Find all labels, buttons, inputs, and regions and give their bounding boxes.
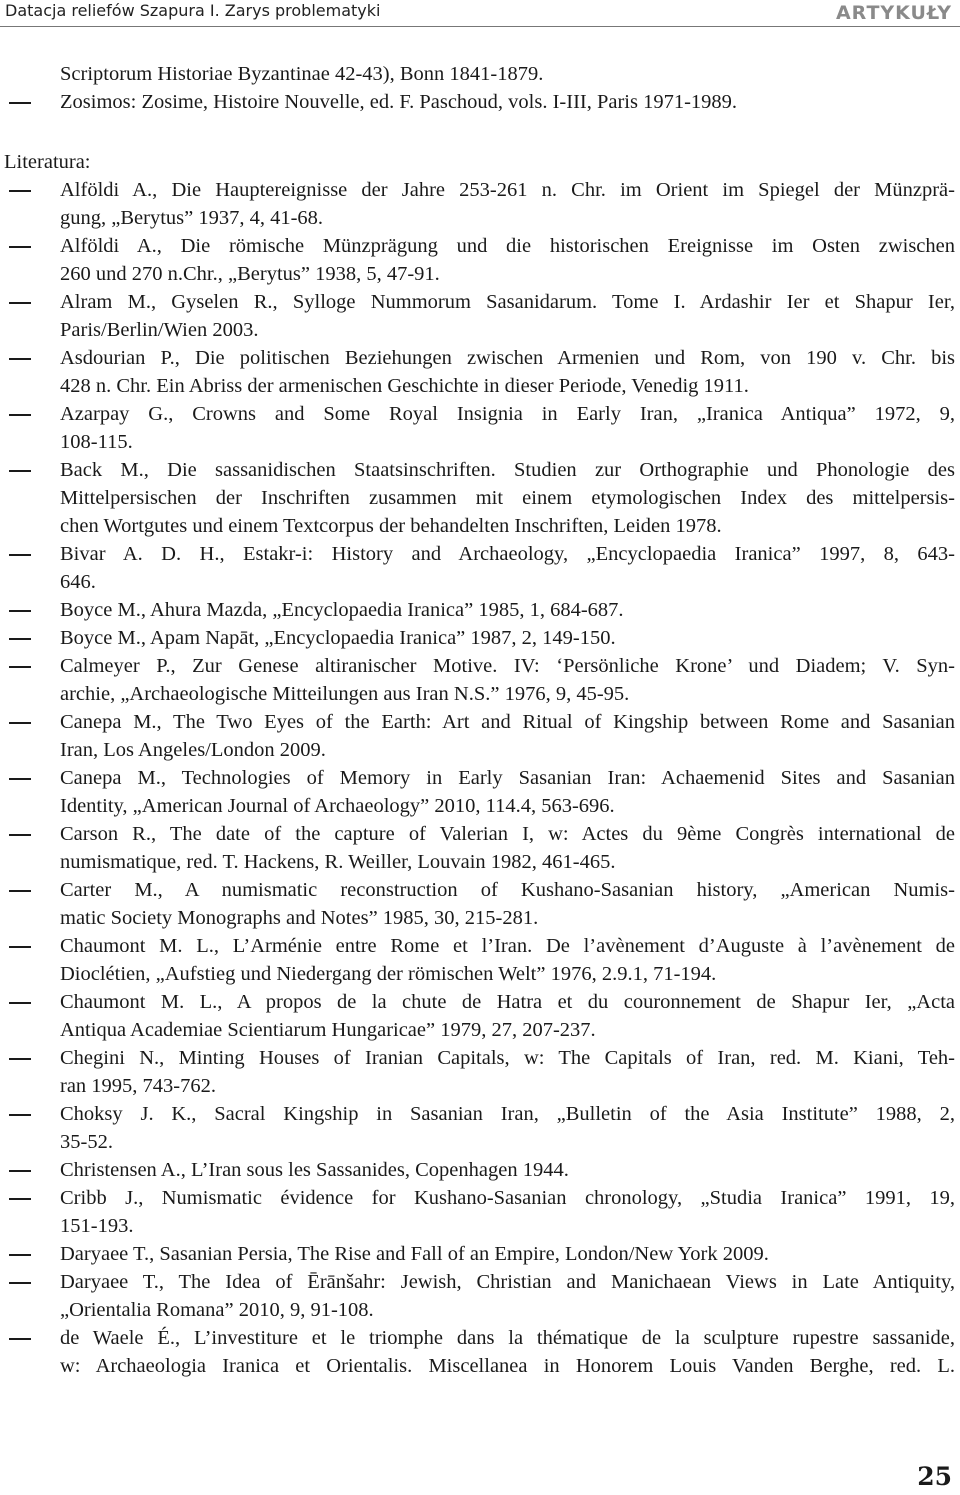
line-text: Chaumont M. L., L’Arménie entre Rome et l’Iran. De l’avènement d’Auguste à l’avènement de: [60, 935, 955, 957]
line-text: Iran, Los Angeles/London 2009.: [60, 739, 326, 761]
line-text: Paris/Berlin/Wien 2003.: [60, 319, 259, 341]
bibliography-continuation-line: [0, 1016, 960, 1044]
line-text: Alföldi A., Die Hauptereignisse der Jahre 253-261 n. Chr. im Orient im Spiegel der Münzprä-: [60, 179, 955, 201]
bibliography-continuation-line: [0, 568, 960, 596]
bibliography-entry-line: [0, 876, 960, 904]
line-text: Chegini N., Minting Houses of Iranian Capitals, w: The Capitals of Iran, red. M. Kiani, Teh-: [60, 1047, 955, 1069]
line-text: Asdourian P., Die politischen Beziehungen zwischen Armenien und Rom, von 190 v. Chr. bis: [60, 347, 955, 369]
bibliography-entry-line: [0, 288, 960, 316]
line-text: Back M., Die sassanidischen Staatsinschriften. Studien zur Orthographie und Phonologie des: [60, 459, 955, 481]
bibliography-entry-line: [0, 1100, 960, 1128]
bibliography-entry-line: [0, 764, 960, 792]
bibliography-continuation-line: [0, 1128, 960, 1156]
bibliography-entry-line: [0, 88, 960, 116]
line-text: de Waele É., L’investiture et le triomphe dans la thématique de la sculpture rupestre sassanide,: [60, 1327, 955, 1349]
line-text: Mittelpersischen der Inschriften zusammen mit einem etymologischen Index des mittelpersis-: [60, 487, 955, 509]
bibliography-entry-line: [0, 596, 960, 624]
line-text: ran 1995, 743-762.: [60, 1075, 217, 1097]
line-text: gung, „Berytus” 1937, 4, 41-68.: [60, 207, 324, 229]
section-heading: [0, 116, 960, 176]
line-text: Zosimos: Zosime, Histoire Nouvelle, ed. F. Paschoud, vols. I-III, Paris 1971-1989.: [60, 91, 738, 113]
bibliography-continuation-line: [0, 848, 960, 876]
line-text: Chaumont M. L., A propos de la chute de Hatra et du couronnement de Shapur Ier, „Acta: [60, 991, 955, 1013]
line-text: Christensen A., L’Iran sous les Sassanides, Copenhagen 1944.: [60, 1159, 569, 1181]
line-text: Azarpay G., Crowns and Some Royal Insignia in Early Iran, „Iranica Antiqua” 1972, 9,: [60, 403, 955, 425]
line-text: 646.: [60, 571, 96, 593]
line-text: Alram M., Gyselen R., Sylloge Nummorum Sasanidarum. Tome I. Ardashir Ier et Shapur Ier,: [60, 291, 955, 313]
bibliography-continuation-line: [0, 372, 960, 400]
line-text: Canepa M., The Two Eyes of the Earth: Art and Ritual of Kingship between Rome and Sasanian: [60, 711, 955, 733]
bibliography-entry-line: [0, 1240, 960, 1268]
bibliography-entry-line: [0, 1044, 960, 1072]
bibliography-entry-line: [0, 1324, 960, 1352]
line-text: numismatique, red. T. Hackens, R. Weiller, Louvain 1982, 461-465.: [60, 851, 616, 873]
line-text: 260 und 270 n.Chr., „Berytus” 1938, 5, 47-91.: [60, 263, 440, 285]
bibliography-entry-line: [0, 1184, 960, 1212]
line-text: 108-115.: [60, 431, 133, 453]
line-text: Carson R., The date of the capture of Valerian I, w: Actes du 9ème Congrès international de: [60, 823, 955, 845]
bibliography-entry-line: [0, 1268, 960, 1296]
bibliography-continuation-line: [0, 1212, 960, 1240]
bibliography-list: [0, 60, 960, 1380]
line-text: matic Society Monographs and Notes” 1985, 30, 215-281.: [60, 907, 539, 929]
section-brand: ARTYKUŁY: [835, 2, 952, 24]
bibliography-continuation-line: [0, 60, 960, 88]
bibliography-entry-line: [0, 652, 960, 680]
line-text: Dioclétien, „Aufstieg und Niedergang der römischen Welt” 1976, 2.9.1, 71-194.: [60, 963, 717, 985]
line-text: 151-193.: [60, 1215, 134, 1237]
bibliography-continuation-line: [0, 792, 960, 820]
line-text: Choksy J. K., Sacral Kingship in Sasanian Iran, „Bulletin of the Asia Institute” 1988, 2,: [60, 1103, 955, 1125]
bibliography-continuation-line: [0, 904, 960, 932]
bibliography-continuation-line: [0, 1072, 960, 1100]
bibliography-entry-line: [0, 232, 960, 260]
bibliography-entry-line: [0, 344, 960, 372]
bibliography-entry-line: [0, 1156, 960, 1184]
line-text: Antiqua Academiae Scientiarum Hungaricae” 1979, 27, 207-237.: [60, 1019, 596, 1041]
line-text: 35-52.: [60, 1131, 113, 1153]
line-text: archie, „Archaeologische Mitteilungen aus Iran N.S.” 1976, 9, 45-95.: [60, 683, 630, 705]
header-rule: [0, 26, 960, 27]
line-text: Daryaee T., Sasanian Persia, The Rise and Fall of an Empire, London/New York 2009.: [60, 1243, 769, 1265]
running-header: [0, 0, 960, 34]
bibliography-continuation-line: [0, 484, 960, 512]
bibliography-continuation-line: [0, 204, 960, 232]
line-text: Bivar A. D. H., Estakr-i: History and Archaeology, „Encyclopaedia Iranica” 1997, 8, 643-: [60, 543, 955, 565]
bibliography-continuation-line: [0, 960, 960, 988]
bibliography-continuation-line: [0, 1352, 960, 1380]
bibliography-continuation-line: [0, 428, 960, 456]
bibliography-entry-line: [0, 176, 960, 204]
bibliography-continuation-line: [0, 260, 960, 288]
line-text: Calmeyer P., Zur Genese altiranischer Motive. IV: ‘Persönliche Krone’ und Diadem; V. Syn-: [60, 655, 955, 677]
bibliography-continuation-line: [0, 512, 960, 540]
bibliography-entry-line: [0, 988, 960, 1016]
line-text: Daryaee T., The Idea of Ērānšahr: Jewish, Christian and Manichaean Views in Late Antiquity,: [60, 1271, 955, 1293]
line-text: chen Wortgutes und einem Textcorpus der behandelten Inschriften, Leiden 1978.: [60, 515, 722, 537]
bibliography-entry-line: [0, 708, 960, 736]
running-title: Datacja reliefów Szapura I. Zarys problematyki: [5, 1, 381, 20]
bibliography-continuation-line: [0, 736, 960, 764]
line-text: Boyce M., Ahura Mazda, „Encyclopaedia Iranica” 1985, 1, 684-687.: [60, 599, 624, 621]
line-text: Alföldi A., Die römische Münzprägung und die historischen Ereignisse im Osten zwischen: [60, 235, 955, 257]
line-text: „Orientalia Romana” 2010, 9, 91-108.: [60, 1299, 374, 1321]
bibliography-continuation-line: [0, 316, 960, 344]
line-text: w: Archaeologia Iranica et Orientalis. Miscellanea in Honorem Louis Vanden Berghe, red. L.: [60, 1355, 955, 1377]
bibliography-entry-line: [0, 820, 960, 848]
bibliography-entry-line: [0, 400, 960, 428]
bibliography-entry-line: [0, 624, 960, 652]
line-text: Scriptorum Historiae Byzantinae 42-43), Bonn 1841-1879.: [60, 63, 544, 85]
bibliography-entry-line: [0, 456, 960, 484]
bibliography-entry-line: [0, 932, 960, 960]
line-text: Carter M., A numismatic reconstruction of Kushano-Sasanian history, „American Numis-: [60, 879, 955, 901]
line-text: Literatura:: [4, 151, 91, 173]
bibliography-entry-line: [0, 540, 960, 568]
line-text: 428 n. Chr. Ein Abriss der armenischen Geschichte in dieser Periode, Venedig 1911.: [60, 375, 749, 397]
bibliography-continuation-line: [0, 1296, 960, 1324]
line-text: Boyce M., Apam Napāt, „Encyclopaedia Iranica” 1987, 2, 149-150.: [60, 627, 616, 649]
line-text: Canepa M., Technologies of Memory in Early Sasanian Iran: Achaemenid Sites and Sasanian: [60, 767, 955, 789]
page-number: 25: [917, 1462, 952, 1491]
line-text: Cribb J., Numismatic évidence for Kushano-Sasanian chronology, „Studia Iranica” 1991, 19,: [60, 1187, 955, 1209]
line-text: Identity, „American Journal of Archaeology” 2010, 114.4, 563-696.: [60, 795, 615, 817]
bibliography-continuation-line: [0, 680, 960, 708]
